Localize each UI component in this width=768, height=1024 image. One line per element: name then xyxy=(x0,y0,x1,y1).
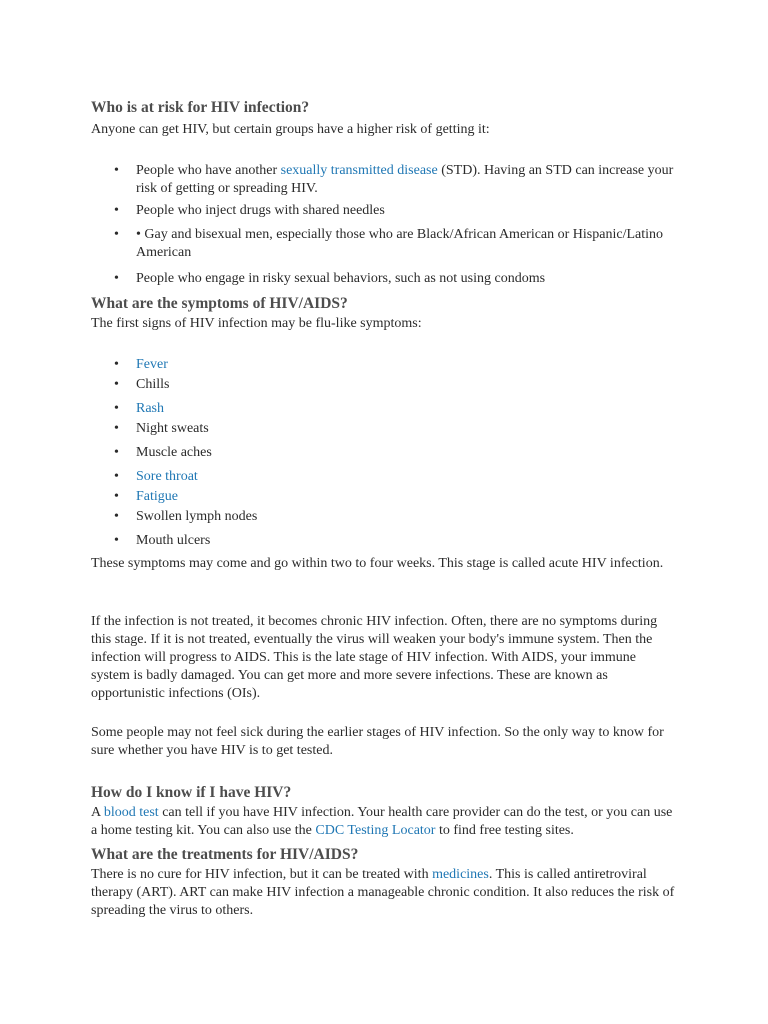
symptom-night-sweats: Night sweats xyxy=(136,421,209,436)
symptoms-intro: The first signs of HIV infection may be flu-like symptoms: xyxy=(91,316,422,331)
bullet: • xyxy=(114,377,119,392)
risk-item-2: People who inject drugs with shared needles xyxy=(136,203,385,218)
symptom-fatigue-link[interactable]: Fatigue xyxy=(136,489,178,504)
symptom-swollen-lymph-nodes: Swollen lymph nodes xyxy=(136,509,258,524)
heading-risk: Who is at risk for HIV infection? xyxy=(91,99,310,116)
symptoms-para-3: Some people may not feel sick during the earlier stages of HIV infection. So the only way to know for sure whether you have HIV is to get tested. xyxy=(91,725,664,758)
know-mid: can tell if you have HIV infection. Your health care provider can do the test, or you can use a home testing kit. You can also use the xyxy=(91,805,673,838)
list-item xyxy=(91,444,678,462)
know-post: to find free testing sites. xyxy=(435,823,574,838)
symptom-chills: Chills xyxy=(136,377,170,392)
list-item xyxy=(91,226,678,262)
list-item xyxy=(91,202,678,220)
bullet: • xyxy=(114,271,119,286)
heading-know: How do I know if I have HIV? xyxy=(91,784,292,801)
list-item[interactable] xyxy=(91,400,678,418)
know-para xyxy=(91,804,678,840)
list-item xyxy=(91,420,678,438)
list-item xyxy=(91,376,678,394)
cdc-testing-locator-link[interactable]: CDC Testing Locator xyxy=(315,823,436,838)
symptom-rash-link[interactable]: Rash xyxy=(136,401,164,416)
list-item xyxy=(91,270,678,288)
know-pre: A xyxy=(91,805,104,820)
blood-test-link[interactable]: blood test xyxy=(103,805,159,820)
symptoms-para-2: If the infection is not treated, it becomes chronic HIV infection. Often, there are no symptoms during this stage. If it is not treated, eventually the virus will weaken your body's immune system. Then the infection will progress to AIDS. This is the late stage of HIV infection. With AIDS, your immune system is badly damaged. You can get more and more severe infections. These are known as opportunistic infections (OIs). xyxy=(91,614,658,701)
symptoms-para-1: These symptoms may come and go within two to four weeks. This stage is called acute HIV infection. xyxy=(91,556,664,571)
risk-item-1-post: (STD). Having an STD can increase your risk of getting or spreading HIV. xyxy=(136,163,674,196)
heading-treatment: What are the treatments for HIV/AIDS? xyxy=(91,846,359,863)
std-link[interactable]: sexually transmitted disease xyxy=(280,163,438,178)
bullet: • xyxy=(114,509,119,524)
bullet: • xyxy=(114,469,119,484)
risk-item-4: People who engage in risky sexual behaviors, such as not using condoms xyxy=(136,271,546,286)
list-item[interactable] xyxy=(91,356,678,374)
bullet: • xyxy=(114,533,119,548)
risk-intro: Anyone can get HIV, but certain groups have a higher risk of getting it: xyxy=(91,122,490,137)
bullet: • xyxy=(114,489,119,504)
treatment-pre: There is no cure for HIV infection, but it can be treated with xyxy=(91,867,433,882)
symptom-sore-throat-link[interactable]: Sore throat xyxy=(136,469,198,484)
bullet: • xyxy=(114,357,119,372)
list-item xyxy=(91,532,678,550)
medicines-link[interactable]: medicines xyxy=(432,867,489,882)
risk-item-3: • Gay and bisexual men, especially those who are Black/African American or Hispanic/Latino American xyxy=(136,227,664,260)
bullet: • xyxy=(114,401,119,416)
treatment-post: . This is called antiretroviral therapy (ART). ART can make HIV infection a manageable chronic condition. It also reduces the risk of spreading the virus to others. xyxy=(91,867,675,918)
heading-symptoms: What are the symptoms of HIV/AIDS? xyxy=(91,295,348,312)
bullet: • xyxy=(114,203,119,218)
symptom-mouth-ulcers: Mouth ulcers xyxy=(136,533,211,548)
bullet: • xyxy=(114,445,119,460)
symptom-muscle-aches: Muscle aches xyxy=(136,445,212,460)
list-item[interactable] xyxy=(91,488,678,506)
treatment-para xyxy=(91,866,678,920)
risk-item-1-pre: People who have another xyxy=(136,163,281,178)
list-item xyxy=(91,162,678,198)
list-item xyxy=(91,508,678,526)
list-item[interactable] xyxy=(91,468,678,486)
symptom-fever-link[interactable]: Fever xyxy=(136,357,168,372)
bullet: • xyxy=(114,421,119,436)
bullet: • xyxy=(114,227,119,242)
bullet: • xyxy=(114,163,119,178)
